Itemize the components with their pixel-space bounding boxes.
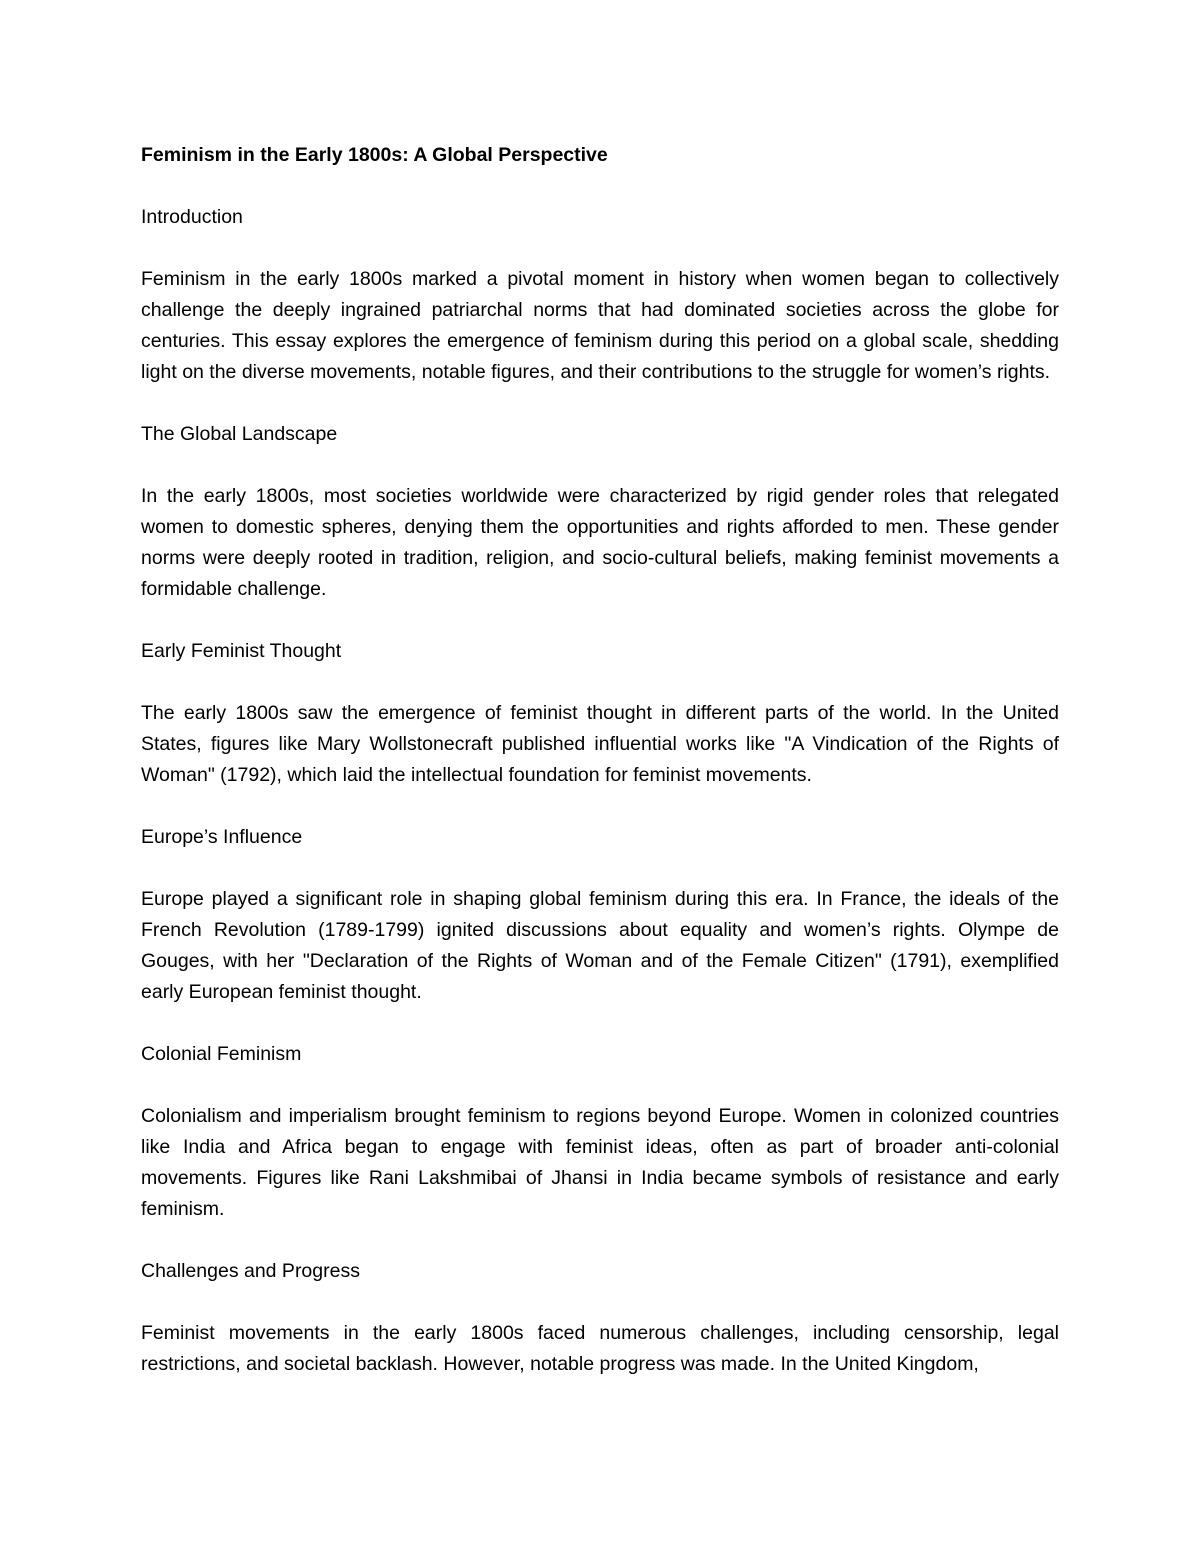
section-paragraph-global-landscape: In the early 1800s, most societies worldwide were characterized by rigid gender roles that relegated women to domestic spheres, denying them the opportunities and rights afforded to men. These gender norms were deeply rooted in tradition, religion, and socio-cultural beliefs, making feminist movements a formidable challenge.	[141, 485, 1059, 600]
section-heading-colonial-feminism: Colonial Feminism	[141, 1043, 302, 1065]
section-paragraph-early-feminist-thought: The early 1800s saw the emergence of feminist thought in different parts of the world. In the United States, figures like Mary Wollstonecraft published influential works like "A Vindication of the Rights of Woman" (1792), which laid the intellectual foundation for feminist movements.	[141, 702, 1059, 786]
section-heading-europes-influence: Europe’s Influence	[141, 826, 303, 848]
section-heading-challenges-progress: Challenges and Progress	[141, 1260, 360, 1282]
section-paragraph-europes-influence: Europe played a significant role in shaping global feminism during this era. In France, the ideals of the French Revolution (1789-1799) ignited discussions about equality and women’s rights. Olympe de Gouges, with her "Declaration of the Rights of Woman and of the Female Citizen" (1791), exemplified early European feminist thought.	[141, 888, 1059, 1003]
section-paragraph-introduction: Feminism in the early 1800s marked a pivotal moment in history when women began to collectively challenge the deeply ingrained patriarchal norms that had dominated societies across the globe for centuries. This essay explores the emergence of feminism during this period on a global scale, shedding light on the diverse movements, notable figures, and their contributions to the struggle for women’s rights.	[141, 268, 1059, 383]
section-heading-early-feminist-thought: Early Feminist Thought	[141, 640, 342, 662]
section-paragraph-challenges-progress: Feminist movements in the early 1800s faced numerous challenges, including censorship, legal restrictions, and societal backlash. However, notable progress was made. In the United Kingdom,	[141, 1322, 1059, 1375]
document-page	[141, 140, 1059, 1380]
section-paragraph-colonial-feminism: Colonialism and imperialism brought feminism to regions beyond Europe. Women in colonized countries like India and Africa began to engage with feminist ideas, often as part of broader anti-colonial movements. Figures like Rani Lakshmibai of Jhansi in India became symbols of resistance and early feminism.	[141, 1105, 1059, 1220]
section-heading-introduction: Introduction	[141, 206, 243, 228]
section-heading-global-landscape: The Global Landscape	[141, 423, 338, 445]
document-title: Feminism in the Early 1800s: A Global Perspective	[141, 144, 608, 166]
